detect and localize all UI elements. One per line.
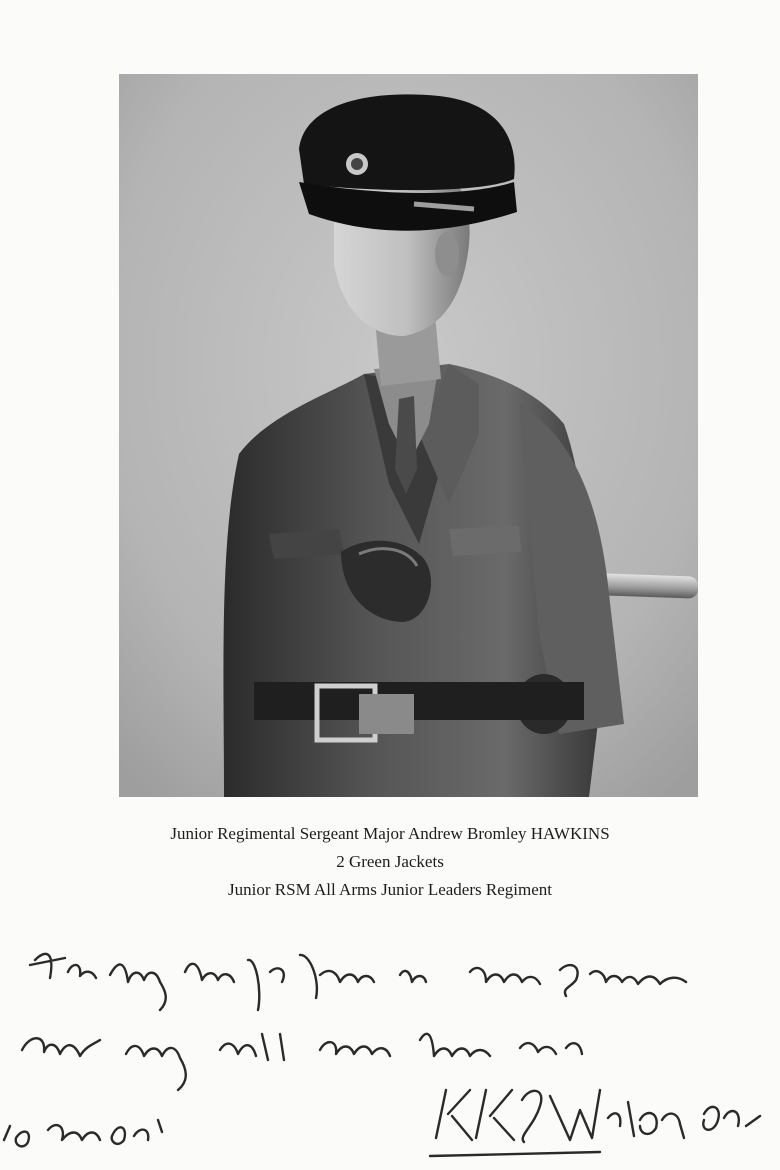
caption-regiment-line: 2 Green Jackets: [336, 852, 444, 871]
handwritten-inscription: [0, 930, 780, 1170]
caption-appointment-line: Junior RSM All Arms Junior Leaders Regiment: [228, 880, 552, 899]
photo-caption: [0, 820, 780, 904]
inscription-line-2-handwriting: [22, 1034, 582, 1090]
inscription-line-1-handwriting: [30, 954, 686, 1010]
peaked-cap: [299, 94, 517, 230]
soldier-portrait-image: [119, 74, 698, 797]
portrait-photograph: [119, 74, 698, 797]
inscription-date-handwriting: [4, 1120, 162, 1146]
signature-handwriting: [430, 1090, 760, 1156]
caption-title-line: Junior Regimental Sergeant Major Andrew Bromley HAWKINS: [170, 824, 610, 843]
